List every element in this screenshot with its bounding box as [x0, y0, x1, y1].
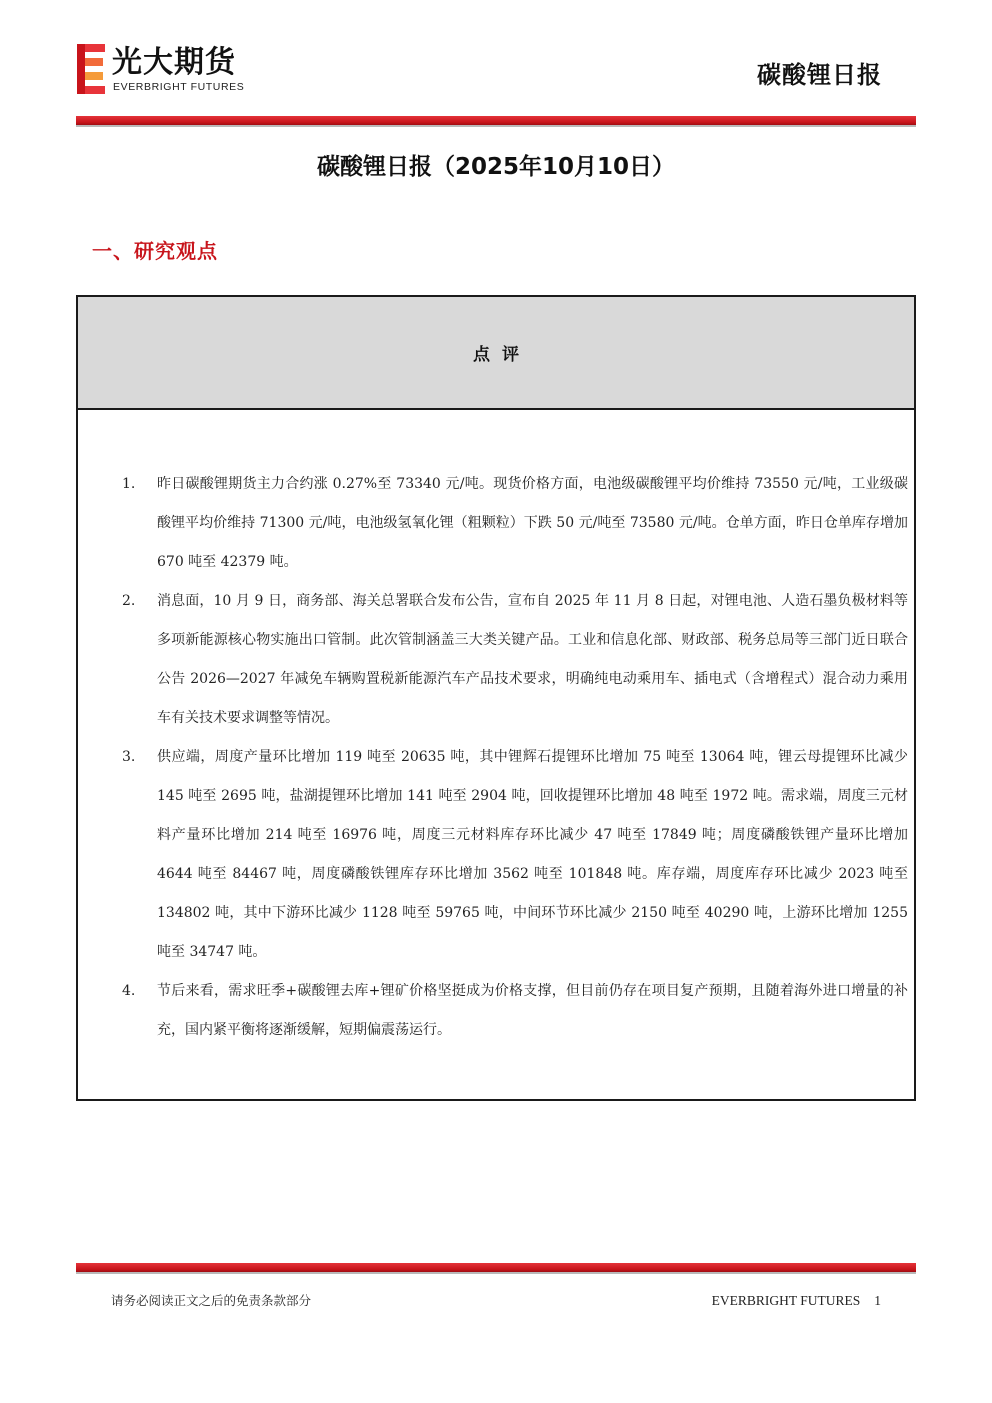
- footer-disclaimer: 请务必阅读正文之后的免责条款部分: [111, 1293, 312, 1308]
- commentary-box-header: [78, 297, 914, 410]
- list-item: [122, 738, 908, 972]
- section-heading: 一、研究观点: [92, 239, 218, 263]
- footer-divider: [76, 1263, 916, 1272]
- list-item-number: 3.: [122, 749, 136, 765]
- everbright-logo-icon: [77, 44, 107, 94]
- list-item-number: 2.: [122, 593, 136, 609]
- list-item-number: 4.: [122, 983, 136, 999]
- page-number: 1: [874, 1293, 881, 1308]
- list-item-text: 消息面，10 月 9 日，商务部、海关总署联合发布公告，宣布自 2025 年 11 月 8 日起，对锂电池、人造石墨负极材料等多项新能源核心物实施出口管制。此次管制涵盖三大类关键产品。工业和信息化部、财政部、税务总局等三部门近日联合公告 2026—2027 年减免车辆购置税新能源汽车产品技术要求，明确纯电动乘用车、插电式（含增程式）混合动力乘用车有关技术要求调整等情况。: [157, 593, 908, 726]
- list-item: [122, 972, 908, 1050]
- list-item-text: 昨日碳酸锂期货主力合约涨 0.27%至 73340 元/吨。现货价格方面，电池级碳酸锂平均价维持 73550 元/吨，工业级碳酸锂平均价维持 71300 元/吨，电池级氢氧化锂（粗颗粒）下跌 50 元/吨至 73580 元/吨。仓单方面，昨日仓单库存增加 670 吨至 42379 吨。: [157, 476, 908, 570]
- footer-info: [712, 1292, 881, 1310]
- footer-divider-shadow: [76, 1272, 916, 1274]
- document-title: 碳酸锂日报（2025年10月10日）: [316, 154, 676, 180]
- header-divider: [76, 116, 916, 125]
- header-report-name: 碳酸锂日报: [757, 61, 882, 89]
- logo-english-name: EVERBRIGHT FUTURES: [113, 81, 245, 93]
- footer-company: EVERBRIGHT FUTURES: [711, 1293, 861, 1308]
- header-divider-shadow: [76, 125, 916, 127]
- logo-chinese-name: 光大期货: [112, 45, 236, 80]
- list-item-text: 节后来看，需求旺季+碳酸锂去库+锂矿价格坚挺成为价格支撑，但目前仍存在项目复产预期，且随着海外进口增量的补充，国内紧平衡将逐渐缓解，短期偏震荡运行。: [157, 983, 908, 1038]
- commentary-list: [122, 465, 908, 1050]
- commentary-box: [76, 295, 916, 1101]
- list-item: [122, 465, 908, 582]
- list-item-text: 供应端，周度产量环比增加 119 吨至 20635 吨，其中锂辉石提锂环比增加 75 吨至 13064 吨，锂云母提锂环比减少 145 吨至 2695 吨，盐湖提锂环比增加 141 吨至 2904 吨，回收提锂环比增加 48 吨至 1972 吨。需求端，周度三元材料产量环比增加 214 吨至 16976 吨，周度三元材料库存环比减少 47 吨至 17849 吨；周度磷酸铁锂产量环比增加 4644 吨至 84467 吨，周度磷酸铁锂库存环比增加 3562 吨至 101848 吨。库存端，周度库存环比减少 2023 吨至 134802 吨，其中下游环比减少 1128 吨至 59765 吨，中间环节环比减少 2150 吨至 40290 吨，上游环比增加 1255 吨至 34747 吨。: [157, 749, 908, 960]
- commentary-box-title: 点评: [473, 345, 531, 365]
- list-item-number: 1.: [122, 476, 136, 492]
- list-item: [122, 582, 908, 738]
